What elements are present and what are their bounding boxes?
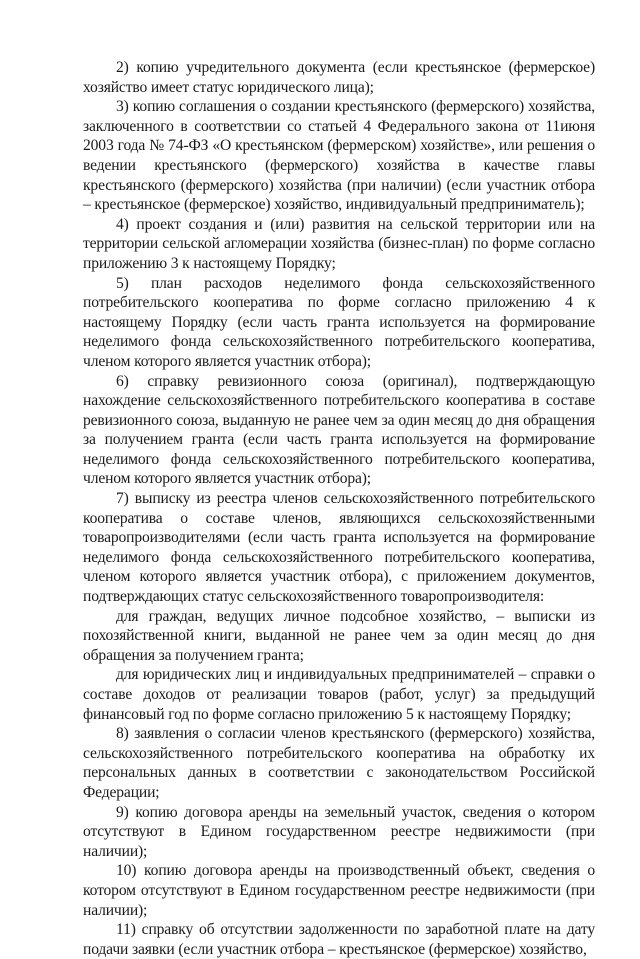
paragraph-item-11: 11) справку об отсутствии задолженности по заработной плате на дату подачи заявки (если участник отбора – крестьянское (фермерское) хозяйство, xyxy=(83,921,595,958)
paragraph-item-8: 8) заявления о согласии членов крестьянского (фермерского) хозяйства, сельскохозяйственного потребительского кооператива на обработку их персональных данных в соответствии с законодательством Российской Федерации; xyxy=(83,725,595,801)
paragraph-item-2: 2) копию учредительного документа (если крестьянское (фермерское) хозяйство имеет статус юридического лица); xyxy=(83,59,595,96)
paragraph-item-5: 5) план расходов неделимого фонда сельскохозяйственного потребительского кооператива по форме согласно приложению 4 к настоящему Порядку (если часть гранта используется на формирование неделимого фонда сельскохозяйственного потребительского кооператива, членом которого является участник отбора); xyxy=(83,274,595,370)
paragraph-item-10: 10) копию договора аренды на производственный объект, сведения о котором отсутствуют в Едином государственном реестре недвижимости (при наличии); xyxy=(83,862,595,919)
paragraph-item-6: 6) справку ревизионного союза (оригинал), подтверждающую нахождение сельскохозяйственного потребительского кооператива в составе ревизионного союза, выданную не ранее чем за один месяц до дня обращения за получением гранта (если часть гранта используется на формирование неделимого фонда сельскохозяйственного потребительского кооператива, членом которого является участник отбора); xyxy=(83,372,595,488)
paragraph-subitem-citizens: для граждан, ведущих личное подсобное хозяйство, – выписки из похозяйственной книги, выданной не ранее чем за один месяц до дня обращения за получением гранта; xyxy=(83,607,595,664)
document-page xyxy=(83,58,595,959)
paragraph-item-3: 3) копию соглашения о создании крестьянского (фермерского) хозяйства, заключенного в соответствии со статьей 4 Федерального закона от 11июня 2003 года № 74-ФЗ «О крестьянском (фермерском) хозяйстве», или решения о ведении крестьянского (фермерского) хозяйства в качестве главы крестьянского (фермерского) хозяйства (при наличии) (если участник отбора – крестьянское (фермерское) хозяйство, индивидуальный предприниматель); xyxy=(83,98,595,214)
paragraph-item-9: 9) копию договора аренды на земельный участок, сведения о котором отсутствуют в Едином государственном реестре недвижимости (при наличии); xyxy=(83,803,595,860)
paragraph-subitem-legal-entities: для юридических лиц и индивидуальных предпринимателей – справки о составе доходов от реализации товаров (работ, услуг) за предыдущий финансовый год по форме согласно приложению 5 к настоящему Порядку; xyxy=(83,666,595,723)
paragraph-item-4: 4) проект создания и (или) развития на сельской территории или на территории сельской агломерации хозяйства (бизнес-план) по форме согласно приложению 3 к настоящему Порядку; xyxy=(83,215,595,272)
paragraph-item-7: 7) выписку из реестра членов сельскохозяйственного потребительского кооператива о составе членов, являющихся сельскохозяйственными товаропроизводителями (если часть гранта используется на формирование неделимого фонда сельскохозяйственного потребительского кооператива, членом которого является участник отбора), с приложением документов, подтверждающих статус сельскохозяйственного товаропроизводителя: xyxy=(83,490,595,606)
